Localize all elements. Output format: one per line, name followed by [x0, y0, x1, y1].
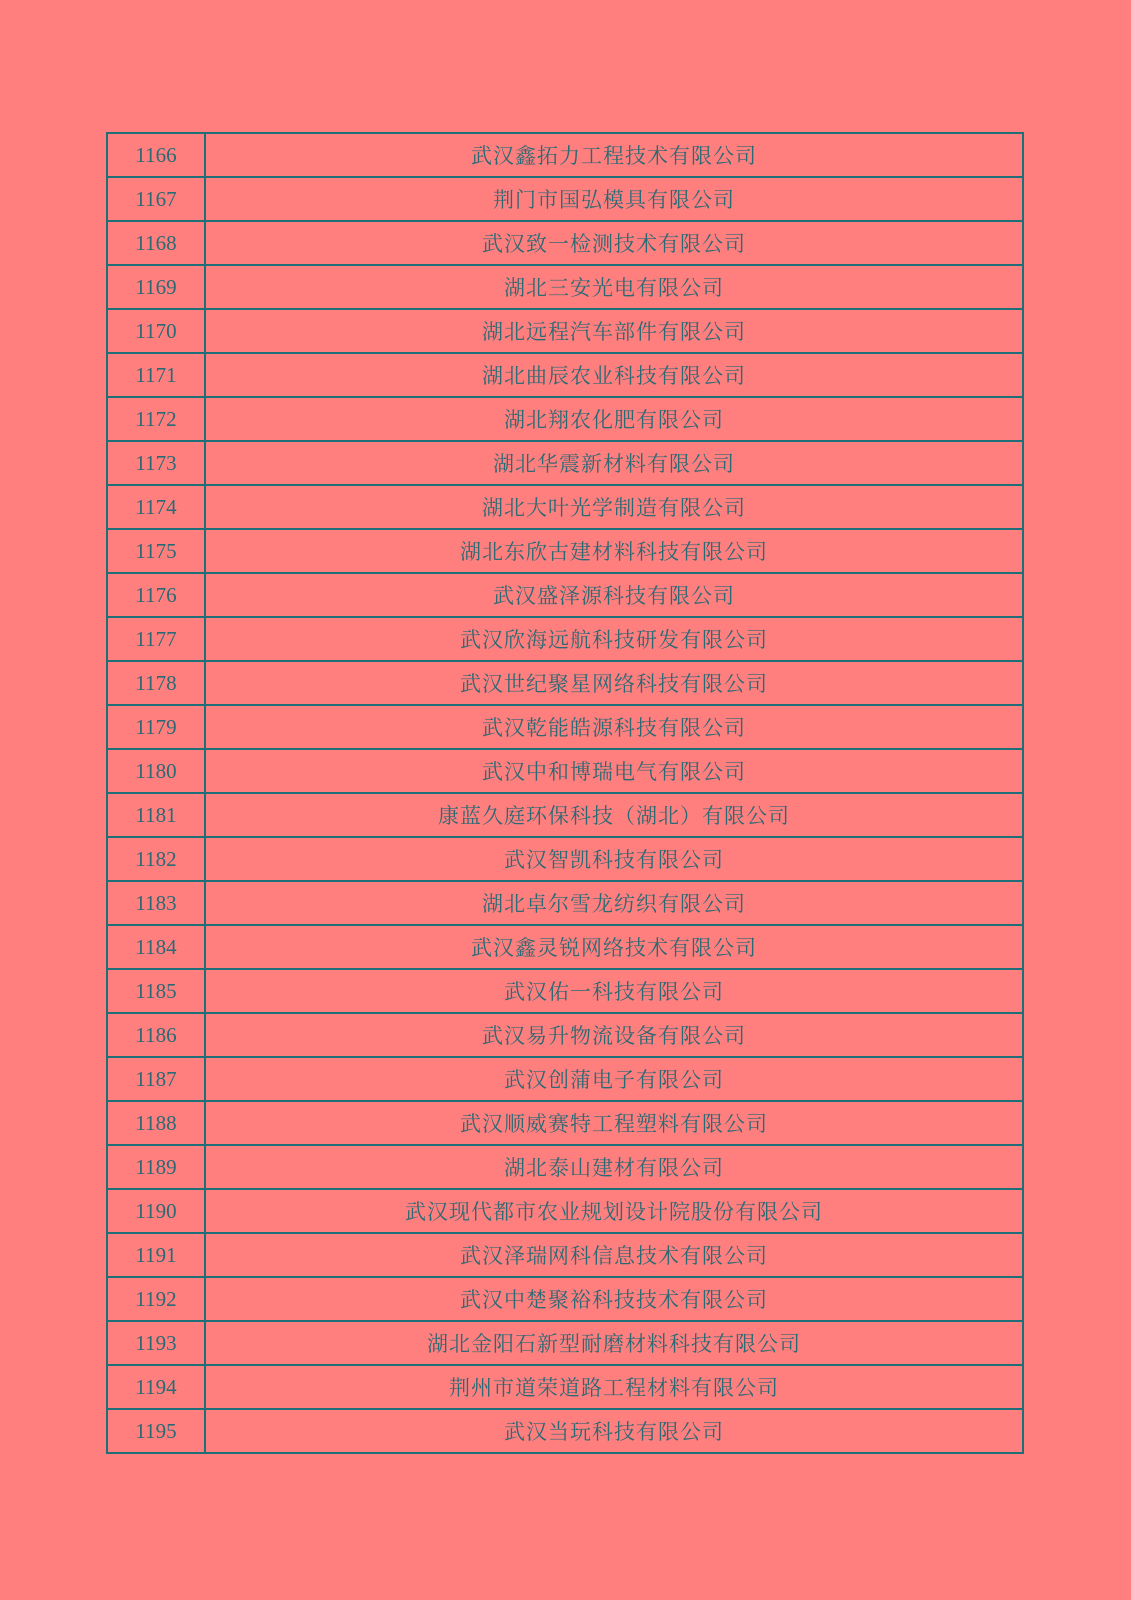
row-number: 1190	[107, 1189, 205, 1233]
table-row	[107, 1233, 1023, 1277]
table-row	[107, 969, 1023, 1013]
table-row	[107, 573, 1023, 617]
company-name: 湖北华震新材料有限公司	[205, 441, 1023, 485]
table-row	[107, 221, 1023, 265]
company-name: 湖北卓尔雪龙纺织有限公司	[205, 881, 1023, 925]
company-name: 武汉中和博瑞电气有限公司	[205, 749, 1023, 793]
table-row	[107, 1145, 1023, 1189]
row-number: 1186	[107, 1013, 205, 1057]
row-number: 1194	[107, 1365, 205, 1409]
company-name: 武汉鑫拓力工程技术有限公司	[205, 133, 1023, 177]
row-number: 1184	[107, 925, 205, 969]
table-row	[107, 837, 1023, 881]
company-name: 湖北东欣古建材料科技有限公司	[205, 529, 1023, 573]
table-row	[107, 485, 1023, 529]
table-row	[107, 1409, 1023, 1453]
table-row	[107, 309, 1023, 353]
company-name: 湖北远程汽车部件有限公司	[205, 309, 1023, 353]
company-name: 武汉鑫灵锐网络技术有限公司	[205, 925, 1023, 969]
company-name: 荆州市道荣道路工程材料有限公司	[205, 1365, 1023, 1409]
company-name: 武汉世纪聚星网络科技有限公司	[205, 661, 1023, 705]
company-name: 武汉乾能皓源科技有限公司	[205, 705, 1023, 749]
row-number: 1193	[107, 1321, 205, 1365]
company-name: 武汉当玩科技有限公司	[205, 1409, 1023, 1453]
row-number: 1175	[107, 529, 205, 573]
company-name: 武汉欣海远航科技研发有限公司	[205, 617, 1023, 661]
table-row	[107, 617, 1023, 661]
row-number: 1171	[107, 353, 205, 397]
row-number: 1169	[107, 265, 205, 309]
table-row	[107, 1057, 1023, 1101]
row-number: 1183	[107, 881, 205, 925]
company-name: 武汉致一检测技术有限公司	[205, 221, 1023, 265]
table-row	[107, 1189, 1023, 1233]
table-row	[107, 1277, 1023, 1321]
table-row	[107, 441, 1023, 485]
company-name: 武汉泽瑞网科信息技术有限公司	[205, 1233, 1023, 1277]
company-name: 武汉易升物流设备有限公司	[205, 1013, 1023, 1057]
company-name: 湖北大叶光学制造有限公司	[205, 485, 1023, 529]
company-name: 湖北泰山建材有限公司	[205, 1145, 1023, 1189]
company-list-table	[106, 132, 1024, 1454]
table-row	[107, 397, 1023, 441]
row-number: 1195	[107, 1409, 205, 1453]
row-number: 1177	[107, 617, 205, 661]
row-number: 1168	[107, 221, 205, 265]
table-row	[107, 1013, 1023, 1057]
table-row	[107, 749, 1023, 793]
row-number: 1172	[107, 397, 205, 441]
company-name: 武汉创蒲电子有限公司	[205, 1057, 1023, 1101]
table-row	[107, 529, 1023, 573]
row-number: 1191	[107, 1233, 205, 1277]
row-number: 1167	[107, 177, 205, 221]
row-number: 1174	[107, 485, 205, 529]
company-name: 武汉佑一科技有限公司	[205, 969, 1023, 1013]
company-name: 湖北金阳石新型耐磨材料科技有限公司	[205, 1321, 1023, 1365]
company-list-body	[107, 133, 1023, 1453]
row-number: 1181	[107, 793, 205, 837]
row-number: 1182	[107, 837, 205, 881]
table-row	[107, 793, 1023, 837]
company-name: 康蓝久庭环保科技（湖北）有限公司	[205, 793, 1023, 837]
company-name: 武汉中楚聚裕科技技术有限公司	[205, 1277, 1023, 1321]
table-row	[107, 1365, 1023, 1409]
table-row	[107, 133, 1023, 177]
row-number: 1170	[107, 309, 205, 353]
row-number: 1178	[107, 661, 205, 705]
row-number: 1189	[107, 1145, 205, 1189]
table-row	[107, 661, 1023, 705]
table-row	[107, 925, 1023, 969]
company-name: 武汉顺威赛特工程塑料有限公司	[205, 1101, 1023, 1145]
company-name: 武汉智凯科技有限公司	[205, 837, 1023, 881]
table-row	[107, 353, 1023, 397]
row-number: 1176	[107, 573, 205, 617]
table-row	[107, 1321, 1023, 1365]
company-name: 荆门市国弘模具有限公司	[205, 177, 1023, 221]
table-row	[107, 881, 1023, 925]
row-number: 1173	[107, 441, 205, 485]
row-number: 1166	[107, 133, 205, 177]
company-name: 湖北曲辰农业科技有限公司	[205, 353, 1023, 397]
row-number: 1179	[107, 705, 205, 749]
row-number: 1192	[107, 1277, 205, 1321]
row-number: 1185	[107, 969, 205, 1013]
table-row	[107, 705, 1023, 749]
row-number: 1187	[107, 1057, 205, 1101]
company-name: 湖北三安光电有限公司	[205, 265, 1023, 309]
row-number: 1188	[107, 1101, 205, 1145]
table-row	[107, 177, 1023, 221]
company-name: 武汉现代都市农业规划设计院股份有限公司	[205, 1189, 1023, 1233]
company-name: 湖北翔农化肥有限公司	[205, 397, 1023, 441]
company-name: 武汉盛泽源科技有限公司	[205, 573, 1023, 617]
row-number: 1180	[107, 749, 205, 793]
table-row	[107, 265, 1023, 309]
table-row	[107, 1101, 1023, 1145]
